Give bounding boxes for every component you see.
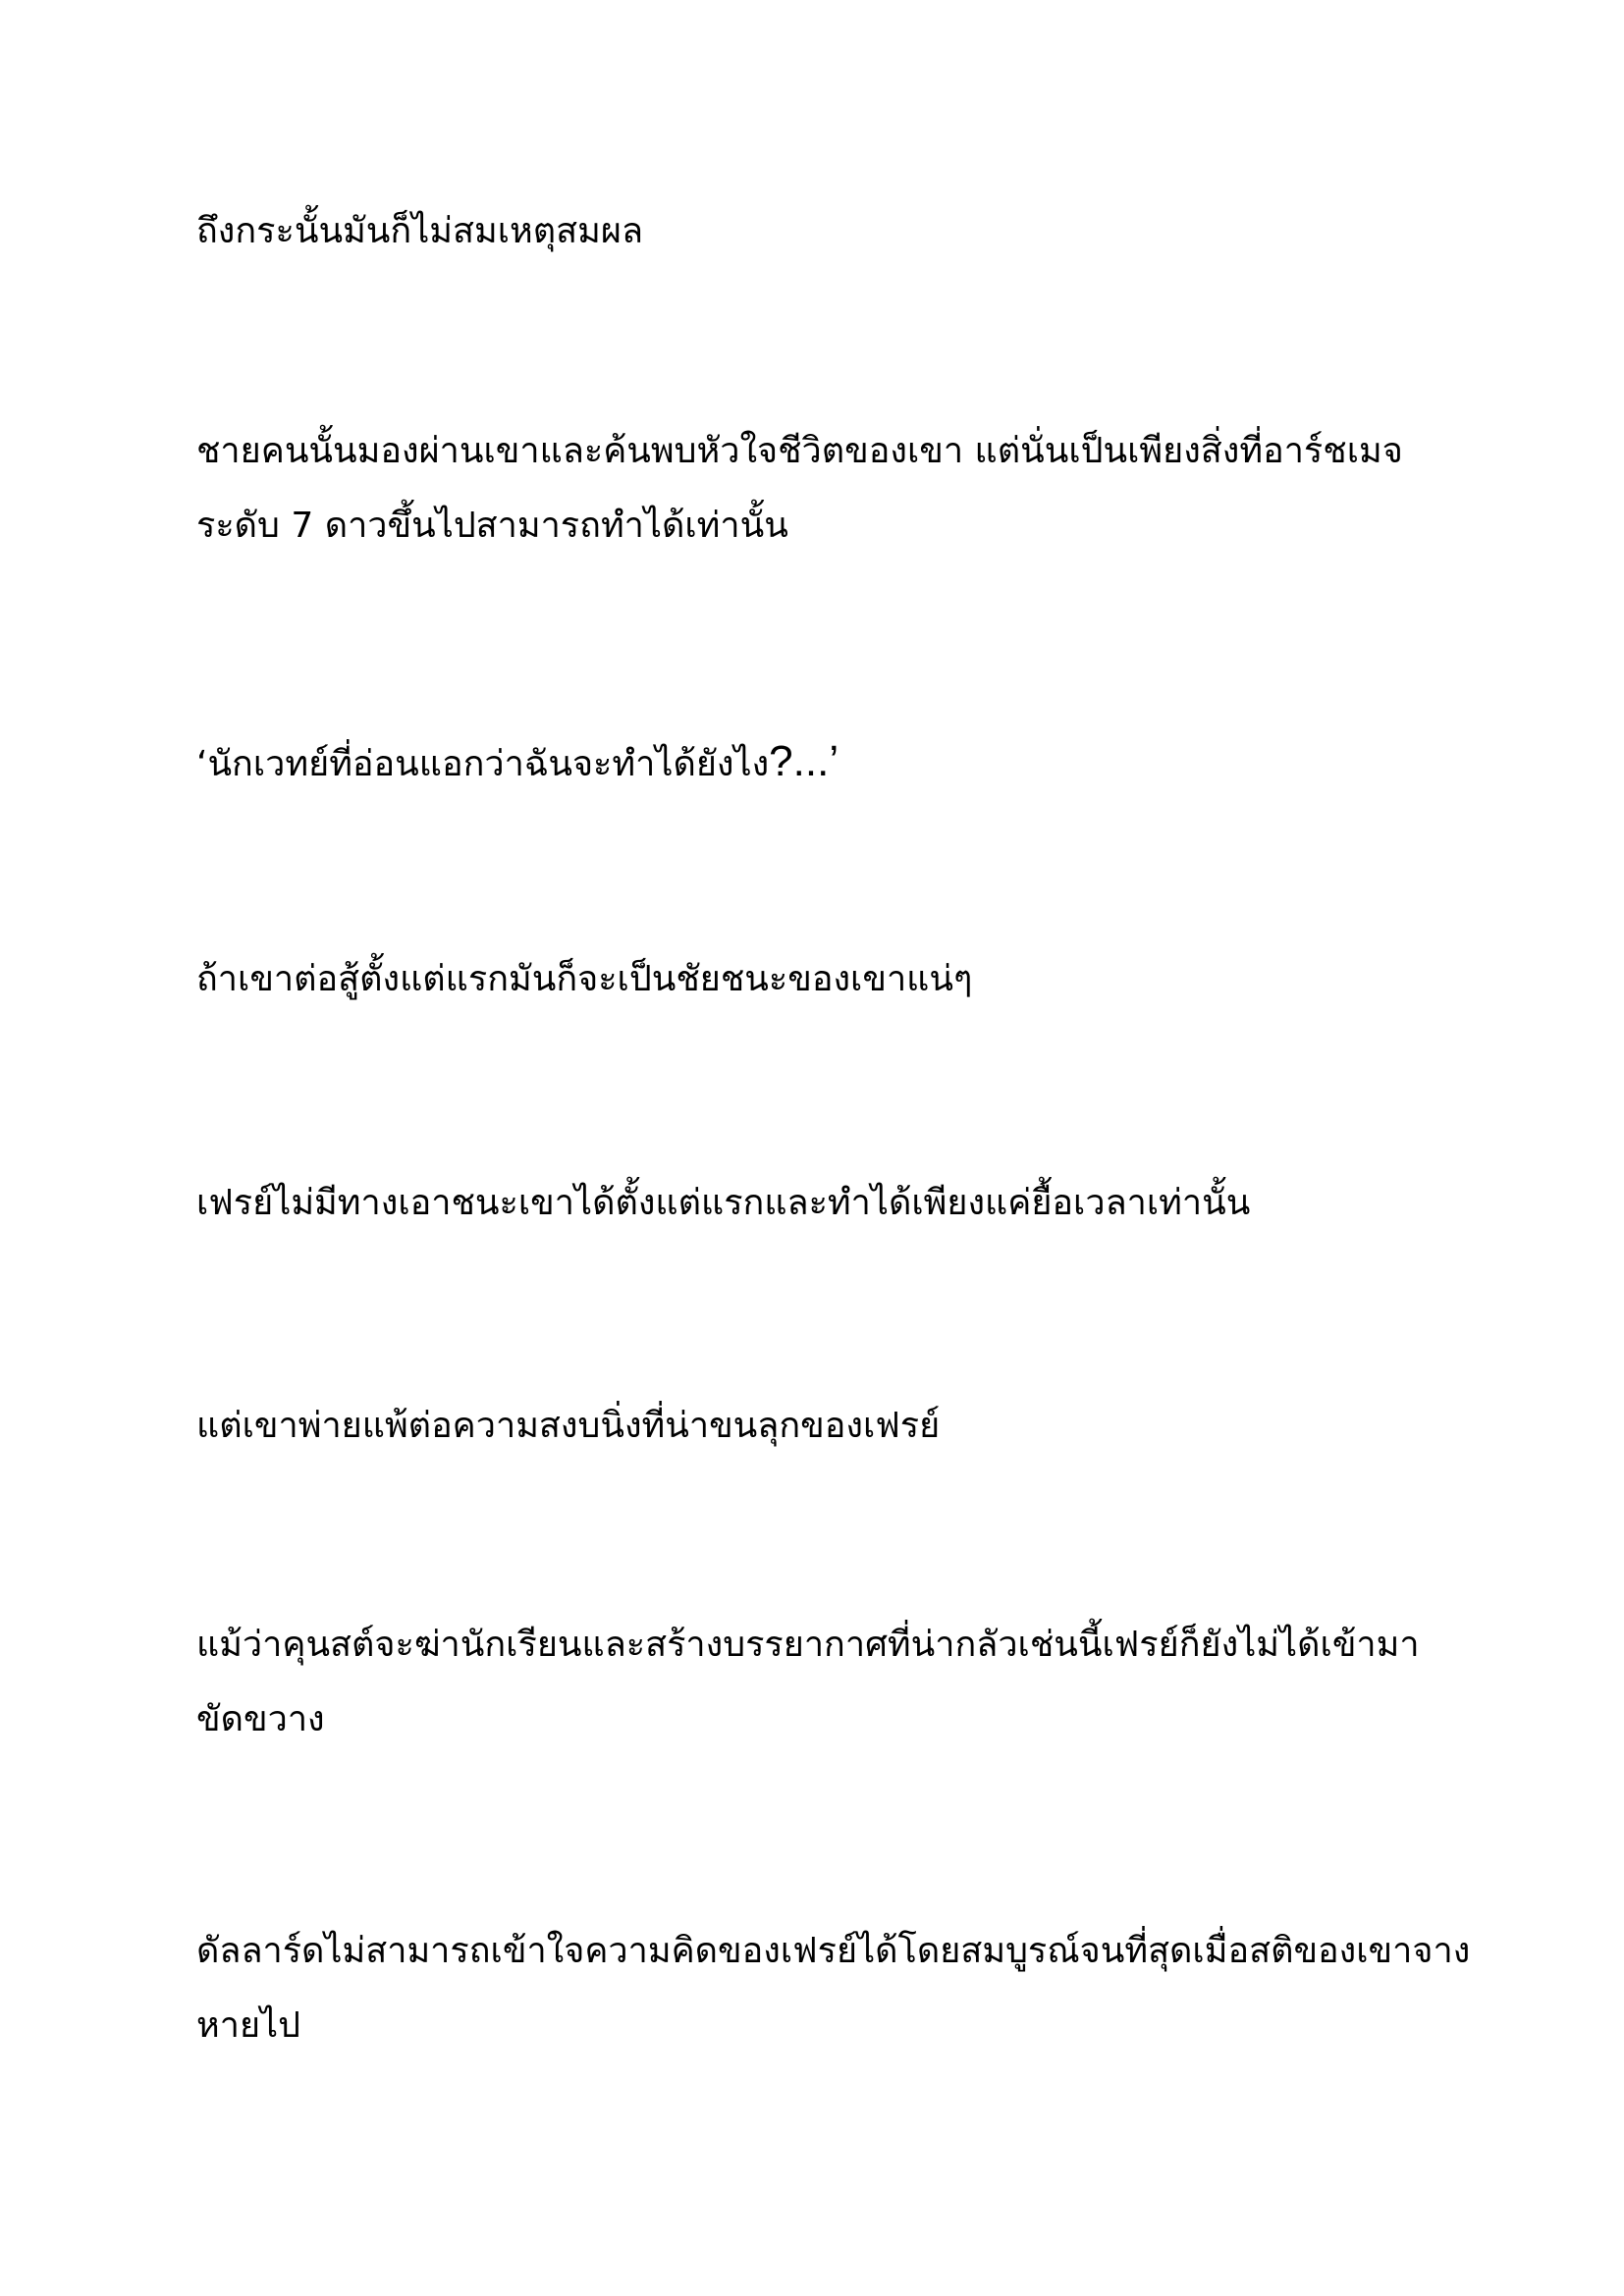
- paragraph-6: [196, 1389, 1453, 1464]
- paragraph-3: [196, 724, 1453, 802]
- quote-ending: ?...’: [769, 737, 839, 785]
- paragraph-line: ดัลลาร์ดไม่สามารถเข้าใจความคิดของเฟรย์ได้โดยสมบูรณ์จนที่สุดเมื่อสติของเขาจาง: [196, 1931, 1471, 1971]
- paragraph-line: [196, 724, 1453, 802]
- paragraph-1: [196, 194, 1453, 269]
- paragraph-line: หายไป: [196, 2005, 300, 2046]
- paragraph-line: ถึงกระนั้นมันก็ไม่สมเหตุสมผล: [196, 211, 644, 251]
- paragraph-line: แม้ว่าคุนสต์จะฆ่านักเรียนและสร้างบรรยากาศที่น่ากลัวเช่นนี้เฟรย์ก็ยังไม่ได้เข้ามา: [196, 1625, 1420, 1665]
- paragraph-line: ถ้าเขาต่อสู้ตั้งแต่แรกมันก็จะเป็นชัยชนะของเขาแน่ๆ: [196, 959, 973, 999]
- paragraph-4: [196, 942, 1453, 1017]
- paragraph-line: เฟรย์ไม่มีทางเอาชนะเขาได้ตั้งแต่แรกและทำได้เพียงแค่ยื้อเวลาเท่านั้น: [196, 1183, 1251, 1223]
- paragraph-5: [196, 1166, 1453, 1241]
- paragraph-7: [196, 1608, 1453, 1757]
- paragraph-line: ระดับ 7 ดาวขึ้นไปสามารถทำได้เท่านั้น: [196, 506, 788, 546]
- paragraph-line: ขัดขวาง: [196, 1699, 325, 1739]
- paragraph-2: [196, 414, 1453, 563]
- paragraph-line: แต่เขาพ่ายแพ้ต่อความสงบนิ่งที่น่าขนลุกของเฟรย์: [196, 1406, 941, 1446]
- paragraph-line: ชายคนนั้นมองผ่านเขาและค้นพบหัวใจชีวิตของเขา แต่นั่นเป็นเพียงสิ่งที่อาร์ชเมจ: [196, 431, 1403, 471]
- paragraph-8: [196, 1914, 1471, 2063]
- quote-text: ‘นักเวทย์ที่อ่อนแอกว่าฉันจะทำได้ยังไง: [196, 744, 770, 784]
